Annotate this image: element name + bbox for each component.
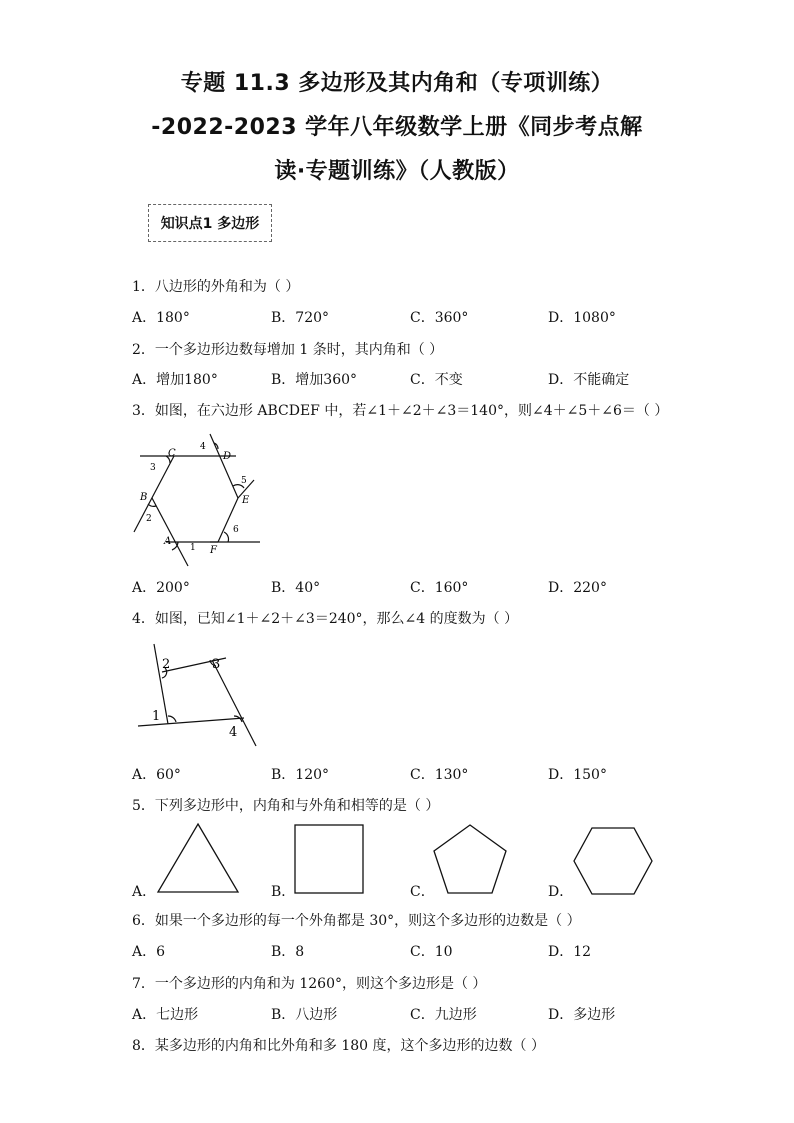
fig3-label-d: D xyxy=(223,451,232,462)
fig4-angle-1: 1 xyxy=(152,709,161,724)
q3-option-a: A．200° xyxy=(132,580,190,596)
title-line-3: 读·专题训练》（人教版） xyxy=(274,159,520,184)
q7-option-d: D．多边形 xyxy=(548,1007,616,1023)
q6-option-d: D．12 xyxy=(548,944,592,960)
q6-option-b: B．8 xyxy=(271,944,305,960)
q1-option-d: D．1080° xyxy=(548,310,616,326)
q2-option-b: B．增加360° xyxy=(271,372,358,388)
fig3-label-b: B xyxy=(140,492,148,503)
quadrilateral-figure xyxy=(132,638,267,750)
q2-option-d: D．不能确定 xyxy=(548,372,630,388)
fig3-label-e: E xyxy=(242,495,250,506)
q5-option-b: B． xyxy=(271,884,296,900)
fig3-label-c: C xyxy=(168,448,176,459)
fig3-angle-3: 3 xyxy=(150,463,156,473)
question-5-stem: 5．下列多边形中，内角和与外角和相等的是（ ） xyxy=(132,798,440,814)
question-3-stem: 3．如图，在六边形 ABCDEF 中，若∠1＋∠2＋∠3＝140°，则∠4＋∠5＋∠6＝（ ） xyxy=(132,403,669,419)
question-8-stem: 8．某多边形的内角和比外角和多 180 度，这个多边形的边数（ ） xyxy=(132,1038,545,1054)
fig4-angle-4: 4 xyxy=(229,725,238,740)
q4-option-b: B．120° xyxy=(271,767,330,783)
q3-option-b: B．40° xyxy=(271,580,321,596)
q3-option-d: D．220° xyxy=(548,580,607,596)
question-1-stem: 1．八边形的外角和为（ ） xyxy=(132,279,300,295)
q1-option-c: C．360° xyxy=(410,310,469,326)
question-7-stem: 7．一个多边形的内角和为 1260°，则这个多边形是（ ） xyxy=(132,976,487,992)
q4-option-a: A．60° xyxy=(132,767,181,783)
question-2-stem: 2．一个多边形边数每增加 1 条时，其内角和（ ） xyxy=(132,342,444,358)
q7-option-c: C．九边形 xyxy=(410,1007,477,1023)
square-shape xyxy=(294,824,364,894)
question-6-stem: 6．如果一个多边形的每一个外角都是 30°，则这个多边形的边数是（ ） xyxy=(132,913,581,929)
title-line-1: 专题 11.3 多边形及其内角和（专项训练） xyxy=(180,71,614,96)
q2-option-a: A．增加180° xyxy=(132,372,218,388)
q6-option-c: C．10 xyxy=(410,944,453,960)
fig4-angle-2: 2 xyxy=(162,657,171,672)
fig3-angle-1: 1 xyxy=(190,543,196,553)
q5-option-a: A． xyxy=(132,884,157,900)
section-label: 知识点1 多边形 xyxy=(148,204,272,242)
fig4-angle-3: 3 xyxy=(212,657,221,672)
q7-option-a: A．七边形 xyxy=(132,1007,199,1023)
q6-option-a: A．6 xyxy=(132,944,166,960)
q4-option-d: D．150° xyxy=(548,767,607,783)
fig3-angle-5: 5 xyxy=(241,476,247,486)
hexagon-figure xyxy=(126,432,266,572)
hexagon-shape xyxy=(572,826,654,896)
q3-option-c: C．160° xyxy=(410,580,469,596)
fig3-label-f: F xyxy=(210,545,217,556)
pentagon-shape xyxy=(432,823,508,895)
fig3-angle-6: 6 xyxy=(233,525,239,535)
fig3-angle-2: 2 xyxy=(146,514,152,524)
q5-option-d: D． xyxy=(548,884,574,900)
q1-option-a: A．180° xyxy=(132,310,190,326)
q2-option-c: C．不变 xyxy=(410,372,463,388)
title-line-2: -2022-2023 学年八年级数学上册《同步考点解 xyxy=(151,115,643,140)
q7-option-b: B．八边形 xyxy=(271,1007,338,1023)
q5-option-c: C． xyxy=(410,884,435,900)
q1-option-b: B．720° xyxy=(271,310,330,326)
fig3-label-a: A xyxy=(164,536,172,547)
q4-option-c: C．130° xyxy=(410,767,469,783)
fig3-angle-4: 4 xyxy=(200,442,206,452)
triangle-shape xyxy=(156,822,240,894)
question-4-stem: 4．如图，已知∠1＋∠2＋∠3＝240°，那么∠4 的度数为（ ） xyxy=(132,611,519,627)
